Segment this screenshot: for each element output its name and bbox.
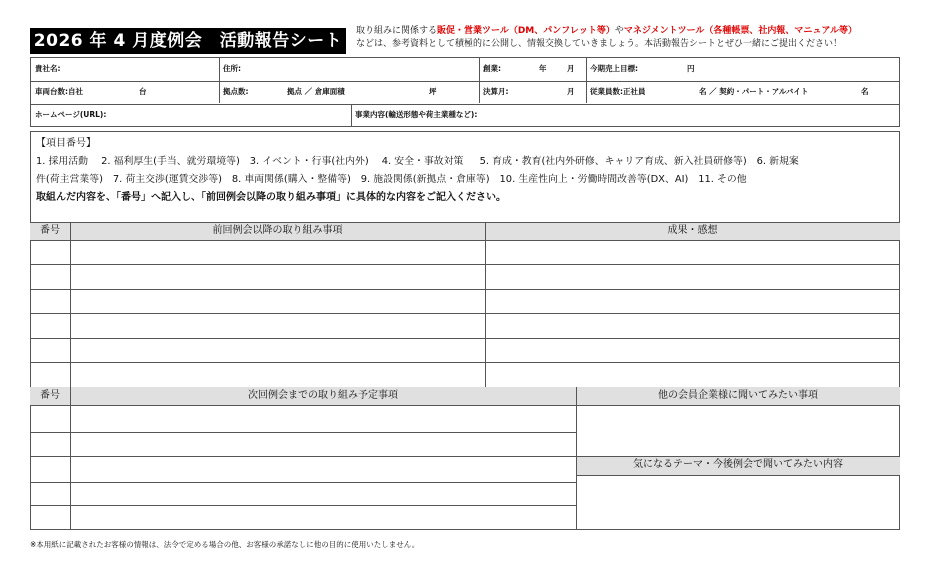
employees-unit: 名 bbox=[861, 87, 869, 96]
intro-text-c: や bbox=[614, 26, 624, 36]
address-field[interactable]: 住所: bbox=[223, 64, 241, 73]
warehouse-area-unit: 坪 bbox=[429, 87, 437, 96]
planned-actions-table bbox=[30, 387, 900, 530]
sales-target-unit: 円 bbox=[687, 64, 695, 73]
sheet-title: 2026 年 4 月度例会 活動報告シート bbox=[30, 28, 346, 54]
company-name-field[interactable]: 貴社名: bbox=[35, 64, 61, 73]
table1-col-number: 番号 bbox=[40, 225, 60, 236]
items-line-1: 1. 採用活動 2. 福利厚生(手当、就労環境等) 3. イベント・行事(社内外) 4. 安全・事故対策 5. 育成・教育(社内外研修、キャリア育成、新入社員研修等) 6. 新規案 bbox=[36, 156, 799, 167]
intro-line-1 bbox=[356, 25, 916, 38]
table1-col-actions: 前回例会以降の取り組み事項 bbox=[212, 225, 343, 236]
business-field[interactable]: 事業内容(輸送形態や荷主業種など): bbox=[355, 110, 478, 119]
founded-field[interactable]: 創業: bbox=[483, 64, 501, 73]
bases-unit: 拠点 ／ 倉庫面積 bbox=[287, 87, 345, 96]
bases-field[interactable]: 拠点数: bbox=[223, 87, 249, 96]
employees-mid: 名 ／ 契約・パート・アルバイト bbox=[699, 87, 809, 96]
founded-year-unit: 年 bbox=[539, 64, 547, 73]
intro-text-a: 取り組みに関係する bbox=[356, 26, 438, 36]
items-instruction: 取組んだ内容を、「番号」へ記入し、「前回例会以降の取り組み事項」に具体的な内容をご記入ください。 bbox=[36, 192, 506, 203]
company-info-grid bbox=[30, 57, 900, 127]
past-actions-table bbox=[30, 222, 900, 387]
table1-col-results: 成果・感想 bbox=[667, 225, 718, 236]
intro-text-highlight-1: 販促・営業ツール（DM、パンフレット等） bbox=[437, 26, 615, 36]
founded-month-unit: 月 bbox=[567, 64, 575, 73]
table2-col-planned: 次回例会までの取り組み予定事項 bbox=[248, 390, 398, 401]
fiscal-month-unit: 月 bbox=[567, 87, 575, 96]
vehicles-unit: 台 bbox=[139, 87, 147, 96]
items-line-2: 件(荷主営業等) 7. 荷主交渉(運賃交渉等) 8. 車両関係(購入・整備等) 9. 施設関係(新拠点・倉庫等) 10. 生産性向上・労働時間改善等(DX、AI) 11. その他 bbox=[36, 174, 747, 185]
table2-col-ask-members: 他の会員企業様に聞いてみたい事項 bbox=[658, 390, 818, 401]
intro-text-highlight-2: マネジメントツール（各種帳票、社内報、マニュアル等） bbox=[623, 26, 858, 36]
table2-col-theme: 気になるテーマ・今後例会で聞いてみたい内容 bbox=[633, 459, 843, 470]
table2-col-number: 番号 bbox=[40, 390, 60, 401]
fiscal-month-field[interactable]: 決算月: bbox=[483, 87, 509, 96]
employees-field[interactable]: 従業員数:正社員 bbox=[590, 87, 646, 96]
vehicles-field[interactable]: 車両台数:自社 bbox=[35, 87, 83, 96]
intro-text bbox=[356, 25, 916, 51]
intro-line-2: などは、参考資料として積極的に公開し、情報交換していきましょう。本活動報告シートとぜひ一緒にご提出ください！ bbox=[356, 39, 843, 49]
items-heading: 【項目番号】 bbox=[36, 138, 96, 149]
sales-target-field[interactable]: 今期売上目標: bbox=[590, 64, 638, 73]
privacy-footnote: ※本用紙に記載されたお客様の情報は、法令で定める場合の他、お客様の承諾なしに他の目的に使用いたしません。 bbox=[30, 540, 420, 549]
homepage-field[interactable]: ホームページ(URL): bbox=[35, 110, 107, 119]
